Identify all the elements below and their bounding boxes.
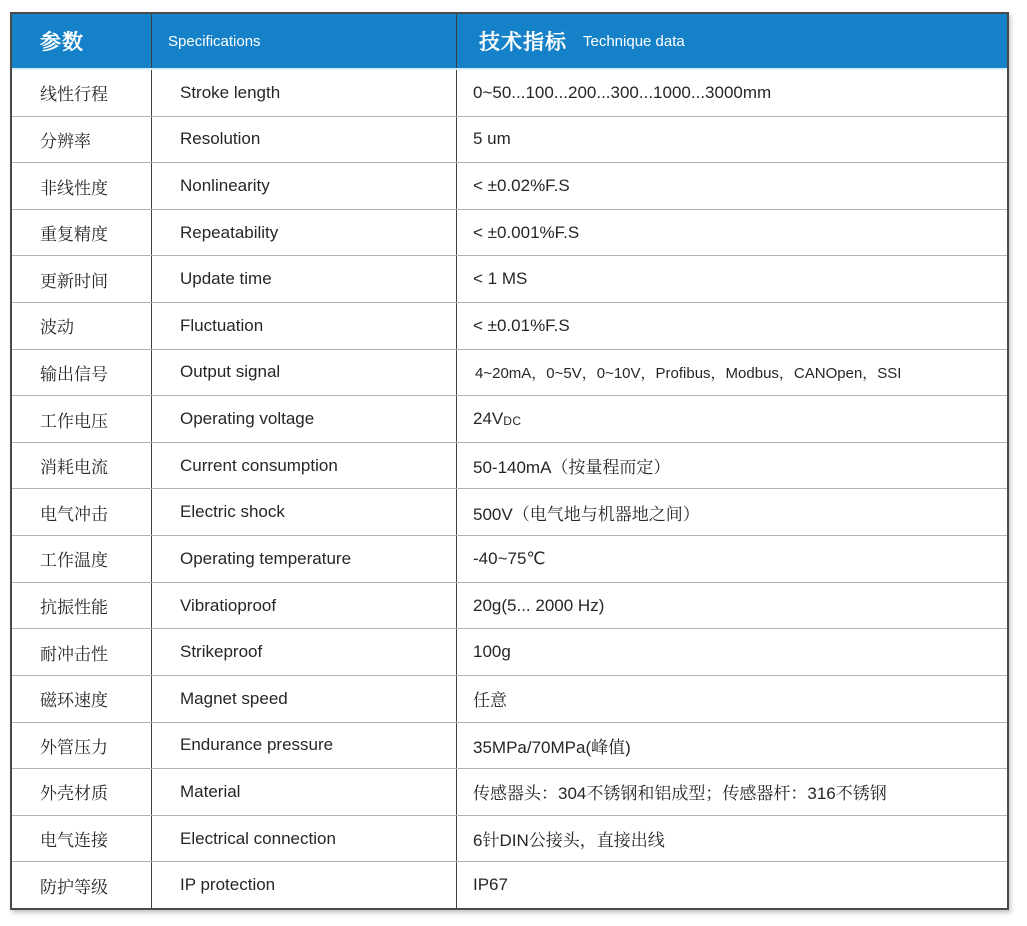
tech-value: 任意: [473, 691, 507, 711]
param-name-cn: 抗振性能: [12, 583, 152, 629]
spec-name-en: Material: [152, 769, 457, 815]
table-row: [12, 210, 1007, 257]
spec-name-en: IP protection: [152, 862, 457, 908]
param-name-cn: 消耗电流: [12, 443, 152, 489]
param-name-cn: 磁环速度: [12, 676, 152, 722]
table-row: [12, 256, 1007, 303]
table-row: [12, 769, 1007, 816]
tech-value: -40~75℃: [473, 548, 546, 568]
tech-value: 500V（电气地与机器地之间）: [473, 504, 700, 524]
tech-value: < 1 MS: [473, 269, 528, 289]
spec-name-en: Vibratioproof: [152, 583, 457, 629]
header-param-cn: 参数: [40, 31, 84, 54]
spec-name-en: Electrical connection: [152, 816, 457, 862]
table-row: [12, 70, 1007, 117]
spec-name-en: Operating temperature: [152, 536, 457, 582]
header-tech-cn: 技术指标: [479, 31, 567, 54]
tech-value: 35MPa/70MPa(峰值): [473, 737, 631, 757]
table-row: [12, 536, 1007, 583]
param-name-cn: 外壳材质: [12, 769, 152, 815]
tech-value: < ±0.001%F.S: [473, 222, 580, 242]
table-header: [12, 14, 1007, 70]
param-name-cn: 输出信号: [12, 350, 152, 396]
table-row: [12, 676, 1007, 723]
header-cell-specifications: [152, 14, 457, 68]
table-row: [12, 443, 1007, 490]
param-name-cn: 耐冲击性: [12, 629, 152, 675]
table-row: [12, 723, 1007, 770]
spec-name-en: Endurance pressure: [152, 723, 457, 769]
table-row: [12, 117, 1007, 164]
tech-value: 4~20mA，0~5V，0~10V，Profibus，Modbus，CANOpen，SSI: [475, 364, 902, 382]
table-row: [12, 583, 1007, 630]
tech-value: 20g(5... 2000 Hz): [473, 595, 605, 615]
spec-table: [10, 12, 1009, 910]
table-row: [12, 489, 1007, 536]
table-row: [12, 816, 1007, 863]
tech-value: 传感器头：304不锈钢和铝成型；传感器杆：316不锈钢: [473, 784, 887, 804]
param-name-cn: 分辨率: [12, 117, 152, 163]
value-subscript: DC: [503, 413, 522, 428]
param-name-cn: 线性行程: [12, 70, 152, 116]
tech-value: < ±0.01%F.S: [473, 315, 570, 335]
param-name-cn: 工作电压: [12, 396, 152, 442]
spec-name-en: Nonlinearity: [152, 163, 457, 209]
spec-name-en: Electric shock: [152, 489, 457, 535]
header-spec-en: Specifications: [168, 32, 261, 50]
spec-name-en: Stroke length: [152, 70, 457, 116]
spec-name-en: Update time: [152, 256, 457, 302]
spec-name-en: Repeatability: [152, 210, 457, 256]
table-row: [12, 396, 1007, 443]
param-name-cn: 工作温度: [12, 536, 152, 582]
header-cell-param: [12, 14, 152, 68]
table-row: [12, 862, 1007, 908]
param-name-cn: 外管压力: [12, 723, 152, 769]
spec-name-en: Fluctuation: [152, 303, 457, 349]
table-row: [12, 629, 1007, 676]
spec-name-en: Magnet speed: [152, 676, 457, 722]
spec-name-en: Output signal: [152, 350, 457, 396]
header-cell-technique-data: [457, 14, 1007, 68]
spec-name-en: Operating voltage: [152, 396, 457, 442]
header-tech-en: Technique data: [583, 32, 685, 50]
tech-value: 5 um: [473, 129, 511, 149]
table-row: [12, 163, 1007, 210]
tech-value: 50-140mA（按量程而定）: [473, 458, 671, 478]
param-name-cn: 非线性度: [12, 163, 152, 209]
param-name-cn: 波动: [12, 303, 152, 349]
spec-name-en: Current consumption: [152, 443, 457, 489]
tech-value: 24V DC: [473, 409, 522, 429]
spec-name-en: Strikeproof: [152, 629, 457, 675]
tech-value: IP67: [473, 875, 508, 895]
table-body: [12, 70, 1007, 908]
spec-name-en: Resolution: [152, 117, 457, 163]
tech-value: 0~50...100...200...300...1000...3000mm: [473, 82, 772, 102]
param-name-cn: 防护等级: [12, 862, 152, 908]
tech-value: 6针DIN公接头，直接出线: [473, 831, 665, 851]
param-name-cn: 重复精度: [12, 210, 152, 256]
param-name-cn: 更新时间: [12, 256, 152, 302]
tech-value: 100g: [473, 642, 511, 662]
table-row: [12, 303, 1007, 350]
param-name-cn: 电气冲击: [12, 489, 152, 535]
tech-value: < ±0.02%F.S: [473, 176, 570, 196]
table-row: [12, 350, 1007, 397]
param-name-cn: 电气连接: [12, 816, 152, 862]
